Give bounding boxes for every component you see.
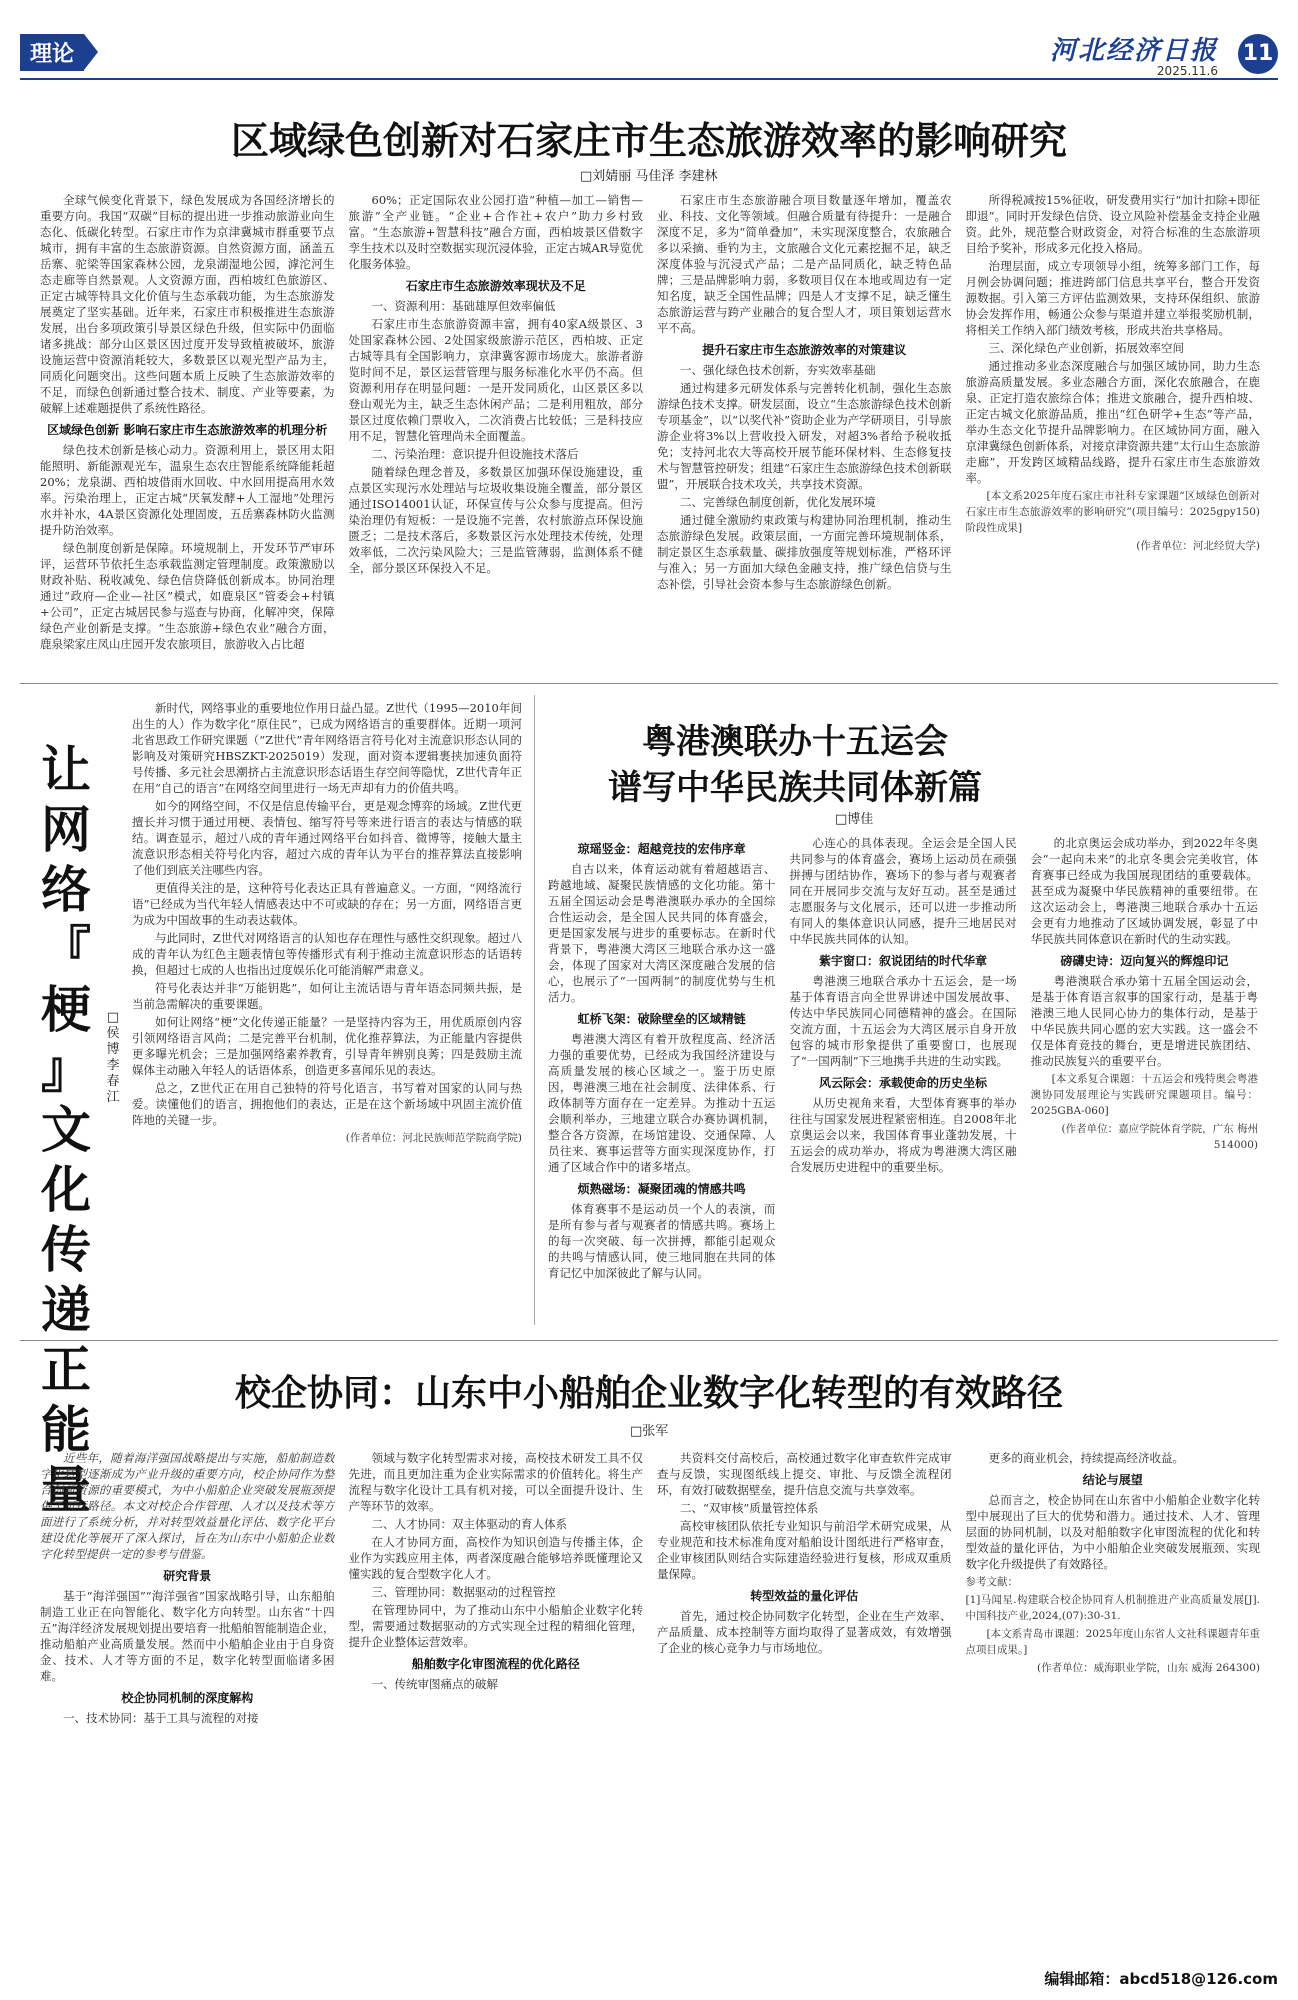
article1-body: [40, 192, 1260, 672]
paragraph: 的北京奥运会成功举办，到2022年冬奥会“一起向未来”的北京冬奥会完美收官，体育赛事已经成为我国展现团结的重要载体。甚至成为凝聚中华民族精神的重要纽带。在这次运动会上，粤港澳三地联合承办十五运会更有力地推动了区域协调发展，彰显了中华民族共同体意识在新时代的生动实践。: [1030, 836, 1258, 946]
subheading: 虹桥飞架：破除壁垒的区域精链: [577, 1012, 746, 1026]
divider: [20, 1340, 1278, 1341]
paragraph: 如今的网络空间，不仅是信息传输平台，更是观念博弈的场域。Z世代更擅长并习惯于通过用梗、表情包、缩写符号等来进行语言的表达与情感的联结。调查显示，超过八成的青年通过网络平台如抖音、微博等，接触大量主流意识形态相关符号化内容，超过六成的青年认为平台的推荐算法直接影响了他们到底关注哪些内容。: [132, 799, 522, 877]
subheading: 紫宇窗口：叙说团结的时代华章: [818, 954, 987, 968]
paragraph: 领域与数字化转型需求对接，高校技术研发工具不仅先进，而且更加注重为企业实际需求的价值转化。将生产流程与数字化设计工具有机对接，可以全面提升设计、生产等环节的效率。: [348, 1451, 643, 1513]
paragraph: 治理层面，成立专项领导小组，统筹多部门工作，每月例会协调问题；推进跨部门信息共享平台，整合开发资源数据。引入第三方评估监测效果，支持环保组织、旅游协会发挥作用，畅通公众参与渠道并建立举报奖励机制，将相关工作纳入部门绩效考核，形成共治共享格局。: [965, 259, 1260, 337]
subheading: 石家庄市生态旅游效率现状及不足: [405, 279, 586, 293]
paragraph: 如何让网络“梗”文化传递正能量？一是坚持内容为王，用优质原创内容引领网络语言风尚；二是完善平台机制，优化推荐算法，为正能量内容提供更多曝光机会；三是加强网络素养教育，引导青年辨别良莠；四是鼓励主流媒体主动融入年轻人的话语体系，创造更多喜闻乐见的表达。: [132, 1015, 522, 1077]
title-char: 能: [41, 1401, 91, 1459]
article3-title-line2: 谱写中华民族共同体新篇: [608, 768, 982, 808]
subheading: 船舶数字化审图流程的优化路径: [411, 1657, 580, 1671]
subheading: 校企协同机制的深度解构: [121, 1691, 254, 1705]
paragraph: 一、资源利用：基础雄厚但效率偏低: [371, 299, 556, 313]
subheading: 琼瑶竖金：超越竞技的宏伟序章: [577, 842, 746, 856]
paragraph: 符号化表达并非“万能钥匙”，如何让主流话语与青年语态同频共振，是当前急需解决的重要课题。: [132, 981, 522, 1011]
paragraph: 二、污染治理：意识提升但设施技术落后: [371, 447, 579, 461]
paragraph: 随着绿色理念普及，多数景区加强环保设施建设，重点景区实现污水处理站与垃圾收集设施全覆盖，部分景区通过ISO14001认证，环保宣传与公众参与度提高。但污染治理仍有短板：一是设施不完善，农村旅游点环保设施匮乏；二是技术落后，多数景区污水处理技术传统，处理效率低，二次污染风险大；三是监管薄弱，监测体系不健全，部分景区环保投入不足。: [348, 465, 643, 575]
paragraph: 二、“双审核”质量管控体系: [680, 1501, 819, 1515]
subheading: 区域绿色创新 影响石家庄市生态旅游效率的机理分析: [47, 423, 328, 437]
paragraph: 二、人才协同：双主体驱动的育人体系: [371, 1517, 567, 1531]
title-char: 网: [41, 801, 91, 859]
paragraph: 通过健全激励约束政策与构建协同治理机制，推动生态旅游绿色发展。政策层面，一方面完善环境规制体系，制定景区生态承载量、碳排放强度等规划标准，严格环评与准入；另一方面加大绿色金融支持，推广绿色信贷与生态补偿，引导社会资本参与生态旅游绿色创新。: [657, 513, 952, 591]
subheading: 转型效益的量化评估: [750, 1589, 859, 1603]
paragraph: 首先，通过校企协同数字化转型，企业在生产效率、产品质量、成本控制等方面均取得了显著成效，有效增强了企业的核心竞争力与市场地位。: [657, 1609, 952, 1655]
article4-col-2: [349, 1450, 644, 1955]
paragraph: 总而言之，校企协同在山东省中小船舶企业数字化转型中展现出了巨大的优势和潜力。通过技术、人才、管理层面的协同机制，以及对船舶数字化审图流程的优化和转型效益的量化评估，为中小船舶企业突破发展瓶颈、实现数字化升级提供了有效路径。: [965, 1493, 1260, 1571]
paragraph: 绿色制度创新是保障。环境规制上，开发环节严审环评，运营环节依托生态承载监测定管理制度。政策激励以财政补贴、税收减免、绿色信贷降低创新成本。协同治理通过“政府—企业—社区”模式，如鹿泉区“管委会+村镇+公司”，正定古城居民参与巡查与协商，化解冲突，保障绿色产业创新是支撑。“生态旅游+绿色农业”融合方面，鹿泉梁家庄凤山庄园开发农旅项目，旅游收入占比超: [40, 541, 335, 651]
paragraph: 共资料交付高校后，高校通过数字化审查软件完成审查与反馈，实现图纸线上提交、审批、与反馈全流程闭环，有效打破数据壁垒，提升信息交流与共享效率。: [657, 1451, 952, 1497]
paragraph: 三、深化绿色产业创新，拓展效率空间: [988, 341, 1184, 355]
references-label: 参考文献：: [965, 1576, 1018, 1588]
title-char: 正: [41, 1341, 91, 1399]
author-affiliation: (作者单位：河北经贸大学): [1136, 540, 1260, 552]
paragraph: 总之，Z世代正在用自己独特的符号化语言，书写着对国家的认同与热爱。读懂他们的语言，拥抱他们的表达，正是在这个新场域中巩固主流价值阵地的关键一步。: [132, 1081, 522, 1127]
paper-name: 河北经济日报: [1049, 36, 1218, 66]
article2-col-1: [132, 700, 522, 1320]
title-char: 络: [41, 861, 91, 919]
article3-body: [548, 835, 1258, 1325]
article1-authors: □刘婧丽 马佳泽 李建林: [580, 169, 718, 184]
article4-author: □张军: [630, 1424, 669, 1439]
paragraph: 石家庄市生态旅游资源丰富，拥有40家A级景区、3处国家森林公园、2处国家级旅游示范区，西柏坡、正定古城等具有全国影响力，京津冀客源市场庞大。旅游者游览时间不足，景区运营管理与服务标准化水平仍不高。但资源利用存在明显问题：一是开发同质化，山区景区多以登山观光为主，缺乏生态休闲产品；二是利用粗放，部分景区过度依赖门票收入，二次消费占比较低；三是科技应用不足，智慧化管理尚未全面覆盖。: [348, 317, 643, 443]
article2-author: □侯博 李春江: [106, 1010, 120, 1105]
paragraph: 通过推动多业态深度融合与加强区域协同，助力生态旅游高质量发展。多业态融合方面，深化农旅融合，在鹿泉、正定打造农旅综合体；推进文旅融合，提升西柏坡、正定古城文化旅游品质，推出“红色研学+生态”等产品，举办生态文化节提升品牌影响力。在区域协同方面，融入京津冀绿色创新体系，对接京津资源共建“太行山生态旅游走廊”，开发跨区域精品线路，提升石家庄市生态旅游效率。: [965, 359, 1260, 485]
project-note: [本文系青岛市课题：2025年度山东省人文社科课题青年重点项目成果。]: [965, 1628, 1260, 1656]
paragraph: 二、完善绿色制度创新，优化发展环境: [680, 495, 876, 509]
paragraph: 基于“海洋强国”“海洋强省”国家战略引导，山东船舶制造工业正在向智能化、数字化方向转型。山东省“十四五”海洋经济发展规划提出要培育一批船舶智能制造企业，推动船舶产业高质量发展。然而中小船舶企业由于自身资金、技术、人才等方面的不足，数字化转型面临诸多困难。: [40, 1589, 335, 1683]
section-tag: 理论: [20, 34, 84, 71]
title-char: 量: [41, 1461, 91, 1519]
article1-title: 区域绿色创新对石家庄市生态旅游效率的影响研究: [230, 119, 1067, 163]
article2-body: [132, 700, 522, 1320]
author-affiliation: (作者单位：嘉应学院体育学院，广东 梅州 514000): [1061, 1123, 1258, 1151]
paper-date: 2025.11.6: [1156, 64, 1218, 78]
paragraph: 更多的商业机会，持续提高经济收益。: [988, 1451, 1184, 1465]
author-affiliation: (作者单位：威海职业学院，山东 威海 264300): [1037, 1662, 1260, 1674]
paragraph: 心连心的具体表现。全运会是全国人民共同参与的体育盛会，赛场上运动员在顽强拼搏与团结协作，赛场下的参与者与观赛者同在开展同步交流与友好互动。甚至是通过志愿服务与文化展示，还可以进一步推动所有同人的集体意识认同感，提升三地居民对中华民族共同体的认知。: [789, 836, 1017, 946]
title-char: 传: [41, 1221, 91, 1279]
article4-title: 校企协同：山东中小船舶企业数字化转型的有效路径: [234, 1373, 1063, 1414]
paragraph: 全球气候变化背景下，绿色发展成为各国经济增长的重要方向。我国“双碳”目标的提出进一步推动旅游业向生态化、低碳化转型。石家庄市作为京津冀城市群重要节点城市，拥有丰富的生态旅游资源。自然资源方面，涵盖五岳寨、驼梁等国家森林公园，龙泉湖湿地公园，滹沱河生态走廊等自然景观。人文资源方面，西柏坡红色旅游区、正定古城等特具文化价值与生态承载功能，为生态旅游发展奠定了坚实基础。近年来，石家庄市积极推进生态旅游发展，出台多项政策引导景区绿色升级，但实际中仍面临诸多挑战：部分山区景区因过度开发导致植被破坏，旅游设施运营中资源消耗较大，多数景区以观光型产品为主，同质化问题突出。这些问题本质上反映了生态旅游效率的不足，而绿色创新通过整合技术、制度、产业等要素，为破解上述难题提供了系统性路径。: [40, 193, 335, 415]
title-char: 『: [41, 921, 91, 979]
subheading: 研究背景: [163, 1569, 212, 1583]
subheading: 烦熟磁场：凝聚团魂的情感共鸣: [577, 1182, 746, 1196]
paragraph: 一、传统审图痛点的破解: [371, 1677, 498, 1691]
title-char: 递: [41, 1281, 91, 1339]
paragraph: 通过构建多元研发体系与完善转化机制，强化生态旅游绿色技术支撑。研发层面，设立“生态旅游绿色技术创新专项基金”，以“以奖代补”资助企业为产学研项目，引导旅游企业将3%以上营收投入研发，对超3%者给予税收抵免；支持河北农大等高校开展节能环保材料、生态修复技术与智慧管控研发；组建“石家庄生态旅游绿色技术创新联盟”，开展联合技术攻关，共享技术资源。: [657, 381, 952, 491]
paragraph: 粤港澳联合承办第十五届全国运动会，是基于体育语言叙事的国家行动，是基于粤港澳三地人民同心协力的集体行动，是基于中华民族共同心愿的宏大实践。这一盛会不仅是体育竞技的舞台，更是增进民族团结、推动民族复兴的重要平台。: [1030, 974, 1258, 1068]
paragraph: 所得税减按15%征收，研发费用实行“加计扣除+即征即退”。同时开发绿色信贷、设立风险补偿基金支持企业融资。此外，规范整合财政资金，对符合标准的生态旅游项目给予奖补，形成多元化投入格局。: [965, 193, 1260, 255]
article1-col-2: [349, 192, 644, 672]
paragraph: 一、技术协同：基于工具与流程的对接: [63, 1711, 259, 1725]
paragraph: 粤港澳三地联合承办十五运会，是一场基于体育语言向全世界讲述中国发展故事、传达中华民族同心同德精神的盛会。在国际交流方面，十五运会为大湾区展示自身开放包容的城市形象提供了重要窗口，也展现了“一国两制”下三地携手共进的生动实践。: [789, 974, 1017, 1068]
masthead: [20, 30, 1278, 80]
title-char: 文: [41, 1101, 91, 1159]
article3-author: □博佳: [835, 812, 874, 827]
author-affiliation: (作者单位：河北民族师范学院商学院): [345, 1132, 522, 1144]
paragraph: 绿色技术创新是核心动力。资源利用上，景区用太阳能照明、新能源观光车，温泉生态农庄智能系统降能耗超20%；龙泉湖、西柏坡借雨水回收、中水回用提高用水效率。污染治理上，正定古城“厌氧发酵+人工湿地”处理污水并补水，4A景区资源化处理固废，五岳寨森林防火监测提升防治效率。: [40, 443, 335, 537]
article3-col-1: [548, 835, 775, 1325]
page-number: 11: [1238, 34, 1278, 74]
paragraph: 石家庄市生态旅游融合项目数量逐年增加，覆盖农业、科技、文化等领域。但融合质量有待提升：一是融合深度不足，多为“简单叠加”，未实现深度整合，农旅融合多以采摘、垂钓为主，文旅融合文化元素挖掘不足，缺乏深度体验与沉浸式产品；二是产品同质化，缺乏特色品牌；三是品牌影响力弱，多数项目仅在本地或周边有一定知名度，缺乏全国性品牌；四是人才支撑不足，缺乏懂生态旅游运营与跨产业融合的复合型人才，项目策划运营水平不高。: [657, 193, 952, 335]
article1-col-4: [966, 192, 1261, 672]
paragraph: 自古以来，体育运动就有着超越语言、跨越地域、凝聚民族情感的文化功能。第十五届全国运动会是粤港澳联办承办的全国综合性运动会，是全国人民共同的体育盛会，更是国家发展与进步的重要标志。在新时代背景下，粤港澳大湾区三地联合承办这一盛会，体现了国家对大湾区深度融合发展的信心，也展示了“一国两制”的制度优势与生机活力。: [548, 862, 776, 1004]
reference-item: [1]马闻星.构建联合校企协同育人机制推进产业高质量发展[J].中国科技产业,2024,(07):30-31.: [965, 1594, 1260, 1622]
paragraph: 与此同时，Z世代对网络语言的认知也存在理性与感性交织现象。超过八成的青年认为红色主题表情包等传播形式有利于推动主流意识形态的话语转换，但超过七成的人也指出过度娱乐化可能消解严肃意义。: [132, 931, 522, 977]
paragraph: 体育赛事不是运动员一个人的表演，而是所有参与者与观赛者的情感共鸣。赛场上的每一次突破、每一次拼搏，都能引起观众的共鸣与情感认同，使三地同胞在共同的体育记忆中加深彼此了解与认同。: [548, 1202, 776, 1280]
article3-col-2: [789, 835, 1016, 1325]
paragraph: 在管理协同中，为了推动山东中小船舶企业数字化转型，需要通过数据驱动的方式实现全过程的精细化管理，提升企业整体运营效率。: [348, 1603, 643, 1649]
subheading: 风云际会：承载使命的历史坐标: [818, 1076, 987, 1090]
paragraph: 高校审核团队依托专业知识与前沿学术研究成果，从专业规范和技术标准角度对船舶设计图纸进行严格审查，企业审核团队则结合实际建造经验进行复核，形成双重质量保障。: [657, 1519, 952, 1581]
article4-body: [40, 1450, 1260, 1955]
title-char: 让: [41, 741, 91, 799]
paragraph: 从历史视角来看，大型体育赛事的举办往往与国家发展进程紧密相连。自2008年北京奥运会以来，我国体育事业蓬勃发展，十五运会的成功举办，将成为粤港澳大湾区融合发展历史进程中的重要坐标。: [789, 1096, 1017, 1174]
article1-col-3: [657, 192, 952, 672]
project-note: [本文系2025年度石家庄市社科专家课题“区域绿色创新对石家庄市生态旅游效率的影响研究”(项目编号：2025gpy150)阶段性成果]: [965, 490, 1260, 534]
paragraph: 三、管理协同：数据驱动的过程管控: [371, 1585, 556, 1599]
paragraph: 新时代，网络事业的重要地位作用日益凸显。Z世代（1995—2010年间出生的人）作为数字化“原住民”，已成为网络语言的重要群体。近期一项河北省思政工作研究课题（“Z世代”青年网络语言符号化对主流意识形态认同的影响及对策研究HBSZKT-2025019）发现，面对资本逻辑裹挟加速负面符号传播、多元社会思潮挤占主流意识形态话语生存空间等隐忧，Z世代青年正在用“自己的语言”在网络空间里进行一场无声却有力的价值共鸣。: [132, 701, 522, 795]
subheading: 磅礴史诗：迈向复兴的辉煌印记: [1060, 954, 1229, 968]
paragraph: 60%；正定国际农业公园打造“种植—加工—销售—旅游”全产业链。“企业+合作社+农户”助力乡村致富。“生态旅游+智慧科技”融合方面，西柏坡景区借数字孪生技术以及时空数据实现沉浸体验，正定古城AR导览优化服务体验。: [348, 193, 643, 271]
article4-col-1: [40, 1450, 335, 1955]
abstract: 近些年，随着海洋强国战略提出与实施，船舶制造数字化转型逐渐成为产业升级的重要方向，校企协同作为整合创新资源的重要模式，为中小船舶企业突破发展瓶颈提供了可行路径。本文对校企合作管理、人才以及技术等方面进行了系统分析，并对转型效益量化评估、数字化平台建设优化等展开了深入探讨，旨在为山东中小船舶企业数字化转型提供一定的参考与借鉴。: [40, 1451, 335, 1561]
paragraph: 更值得关注的是，这种符号化表达正具有普遍意义。一方面，“网络流行语”已经成为当代年轻人情感表达中不可或缺的存在；另一方面，网络语言更为成为中国故事的生动表达载体。: [132, 881, 522, 927]
paragraph: 在人才协同方面，高校作为知识创造与传播主体，企业作为实践应用主体，两者深度融合能够培养既懂理论又懂实践的复合型数字化人才。: [348, 1535, 643, 1581]
divider: [20, 683, 1278, 684]
title-char: 梗: [41, 981, 91, 1039]
project-note: [本文系复合课题：十五运会和残特奥会粤港澳协同发展理论与实践研究课题项目。编号：2025GBA-060]: [1030, 1073, 1258, 1117]
title-char: 』: [41, 1041, 91, 1099]
paragraph: 一、强化绿色技术创新，夯实效率基础: [680, 363, 876, 377]
article3-col-3: [1031, 835, 1258, 1325]
title-char: 化: [41, 1161, 91, 1219]
paragraph: 粤港澳大湾区有着开放程度高、经济活力强的重要优势，已经成为我国经济建设与高质量发展的核心区域之一。鉴于历史原因，粤港澳三地在社会制度、法律体系、行政体制等方面存在一定差异。为推动十五运会顺利举办，三地建立联合办赛协调机制，整合各方资源，在场馆建设、交通保障、人员往来、赛事运营等方面实现深度协作，打通了区域合作中的诸多堵点。: [548, 1032, 776, 1174]
subheading: 结论与展望: [1082, 1473, 1143, 1487]
article4-col-3: [657, 1450, 952, 1955]
subheading: 提升石家庄市生态旅游效率的对策建议: [702, 343, 907, 357]
article1-col-1: [40, 192, 335, 672]
divider: [534, 695, 535, 1325]
editor-email: 编辑邮箱：abcd518@126.com: [1044, 1970, 1278, 1988]
article4-col-4: [966, 1450, 1261, 1955]
article3-title-line1: 粤港澳联办十五运会: [642, 722, 948, 762]
